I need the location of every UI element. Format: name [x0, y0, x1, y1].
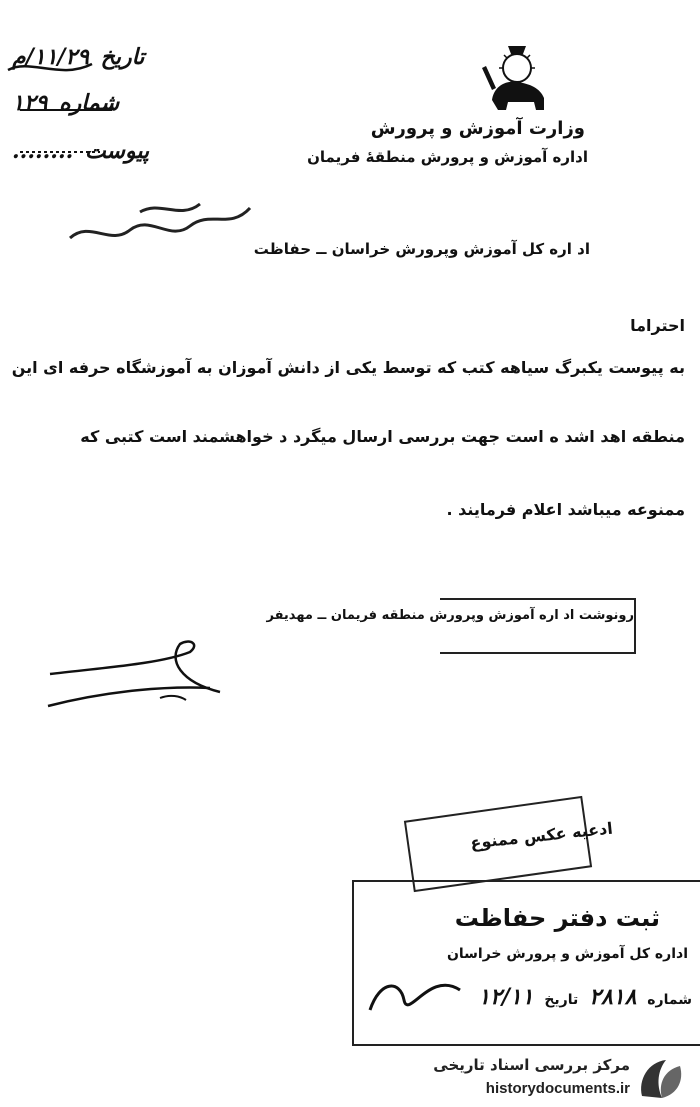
number-label: شماره [59, 91, 120, 116]
body-line-3: ممنوعه میباشد اعلام فرمایند . [446, 500, 685, 519]
date-label: تاریخ [100, 45, 145, 70]
registry-stamp-dept: اداره کل آموزش و پرورش خراسان [446, 946, 688, 962]
ministry-name: وزارت آموزش و پرورش [370, 118, 585, 139]
registry-stamp-title: ثبت دفتر حفاظت [454, 904, 660, 932]
registry-stamp-fields [472, 984, 692, 1010]
office-name: اداره آموزش و پرورش منطقۀ فریمان [307, 148, 588, 166]
stamp-scribble [360, 960, 470, 1030]
number-value: ۱۲۹ [12, 90, 48, 116]
watermark-name: مرکز بررسی اسناد تاریخی [433, 1056, 630, 1074]
copy-stamp-box [440, 598, 636, 654]
lion-and-sun-emblem-icon [478, 40, 556, 118]
stamp-number-label: شماره [647, 992, 692, 1008]
stamp-date-value: ۱۲/۱۱ [478, 984, 534, 1010]
date-value: ۱۱/۲۹/م [12, 44, 89, 70]
copy-to: رونوشت اد اره آموزش وپرورش منطقه فریمان ــ مهدیفر [266, 608, 634, 623]
attachment-label: پیوست [84, 139, 150, 164]
handwritten-note [60, 190, 260, 260]
signature-icon [40, 630, 240, 720]
small-stamp-text: ادعیه عکس ممنوع [469, 818, 614, 853]
watermark-logo-icon [636, 1056, 686, 1104]
salutation: احتراما [630, 316, 685, 335]
body-line-1: به پیوست یکبرگ سیاهه کتب که توسط یکی از دانش آموزان به آموزشگاه حرفه ای این [11, 358, 685, 377]
attachment-value: ........ [12, 138, 74, 164]
stamp-date-label: تاریخ [544, 992, 579, 1008]
header-scribbles [0, 40, 140, 180]
body-line-2: منطقه اهد اشد ه است جهت بررسی ارسال میگرد د خواهشمند است کتبی که [80, 427, 685, 446]
watermark-url: historydocuments.ir [485, 1080, 630, 1097]
recipient: اد اره کل آموزش وپرورش خراسان ــ حفاظت [253, 240, 590, 258]
stamp-number-value: ۲۸۱۸ [589, 984, 637, 1010]
